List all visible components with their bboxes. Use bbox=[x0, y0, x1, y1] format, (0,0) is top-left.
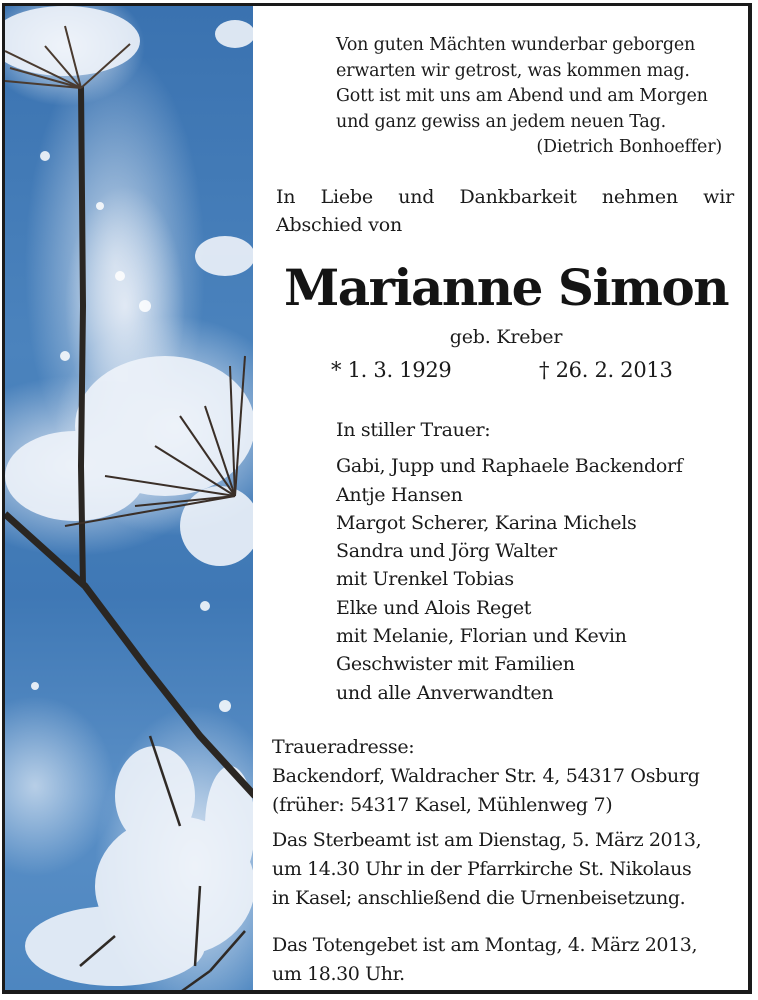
mourner-entry: Gabi, Jupp und Raphaele Backendorf bbox=[336, 455, 683, 478]
deceased-name: Marianne Simon bbox=[283, 258, 729, 317]
mourner-entry: Antje Hansen bbox=[336, 483, 463, 506]
poem-line: erwarten wir getrost, was kommen mag. bbox=[336, 60, 690, 81]
mourner-entry: und alle Anverwandten bbox=[336, 681, 554, 704]
mourner-entry: mit Melanie, Florian und Kevin bbox=[336, 625, 627, 648]
mourner-entry: Geschwister mit Familien bbox=[336, 653, 575, 676]
poem-attribution: (Dietrich Bonhoeffer) bbox=[536, 137, 722, 157]
obituary-notice bbox=[2, 3, 752, 994]
address-former: (früher: 54317 Kasel, Mühlenweg 7) bbox=[272, 794, 613, 816]
funeral-service-info bbox=[272, 826, 752, 913]
intro-line-2: Abschied von bbox=[276, 214, 403, 236]
death-date: † 26. 2. 2013 bbox=[539, 358, 673, 382]
mourner-entry: mit Urenkel Tobias bbox=[336, 568, 514, 591]
bonhoeffer-poem bbox=[336, 33, 736, 161]
frost-stem-illustration bbox=[5, 6, 253, 990]
mourner-entry: Sandra und Jörg Walter bbox=[336, 540, 557, 563]
poem-line: und ganz gewiss an jedem neuen Tag. bbox=[336, 111, 667, 132]
prayer-service-info bbox=[272, 931, 752, 989]
address-current: Backendorf, Waldracher Str. 4, 54317 Osburg bbox=[272, 765, 700, 787]
service-line: in Kasel; anschließend die Urnenbeisetzung. bbox=[272, 887, 686, 909]
prayer-line: Das Totengebet ist am Montag, 4. März 2013, bbox=[272, 934, 698, 956]
prayer-line: um 18.30 Uhr. bbox=[272, 963, 405, 985]
mourning-address bbox=[272, 733, 752, 820]
obituary-text-column bbox=[253, 6, 748, 990]
mourners-heading: In stiller Trauer: bbox=[336, 419, 491, 441]
service-line: Das Sterbeamt ist am Dienstag, 5. März 2013, bbox=[272, 829, 702, 851]
poem-line: Von guten Mächten wunderbar geborgen bbox=[336, 35, 696, 55]
service-line: um 14.30 Uhr in der Pfarrkirche St. Nikolaus bbox=[272, 858, 692, 880]
farewell-intro bbox=[276, 183, 734, 239]
mourner-entry: Margot Scherer, Karina Michels bbox=[336, 511, 637, 534]
address-label: Traueradresse: bbox=[272, 736, 415, 758]
mourners-list bbox=[336, 416, 752, 707]
mourner-entry: Elke und Alois Reget bbox=[336, 596, 532, 619]
frost-plant-photo bbox=[5, 6, 253, 990]
maiden-name: geb. Kreber bbox=[449, 326, 563, 348]
birth-date: * 1. 3. 1929 bbox=[331, 358, 452, 382]
poem-line: Gott ist mit uns am Abend und am Morgen bbox=[336, 86, 708, 106]
intro-line-1: In Liebe und Dankbarkeit nehmen wir bbox=[276, 186, 734, 208]
